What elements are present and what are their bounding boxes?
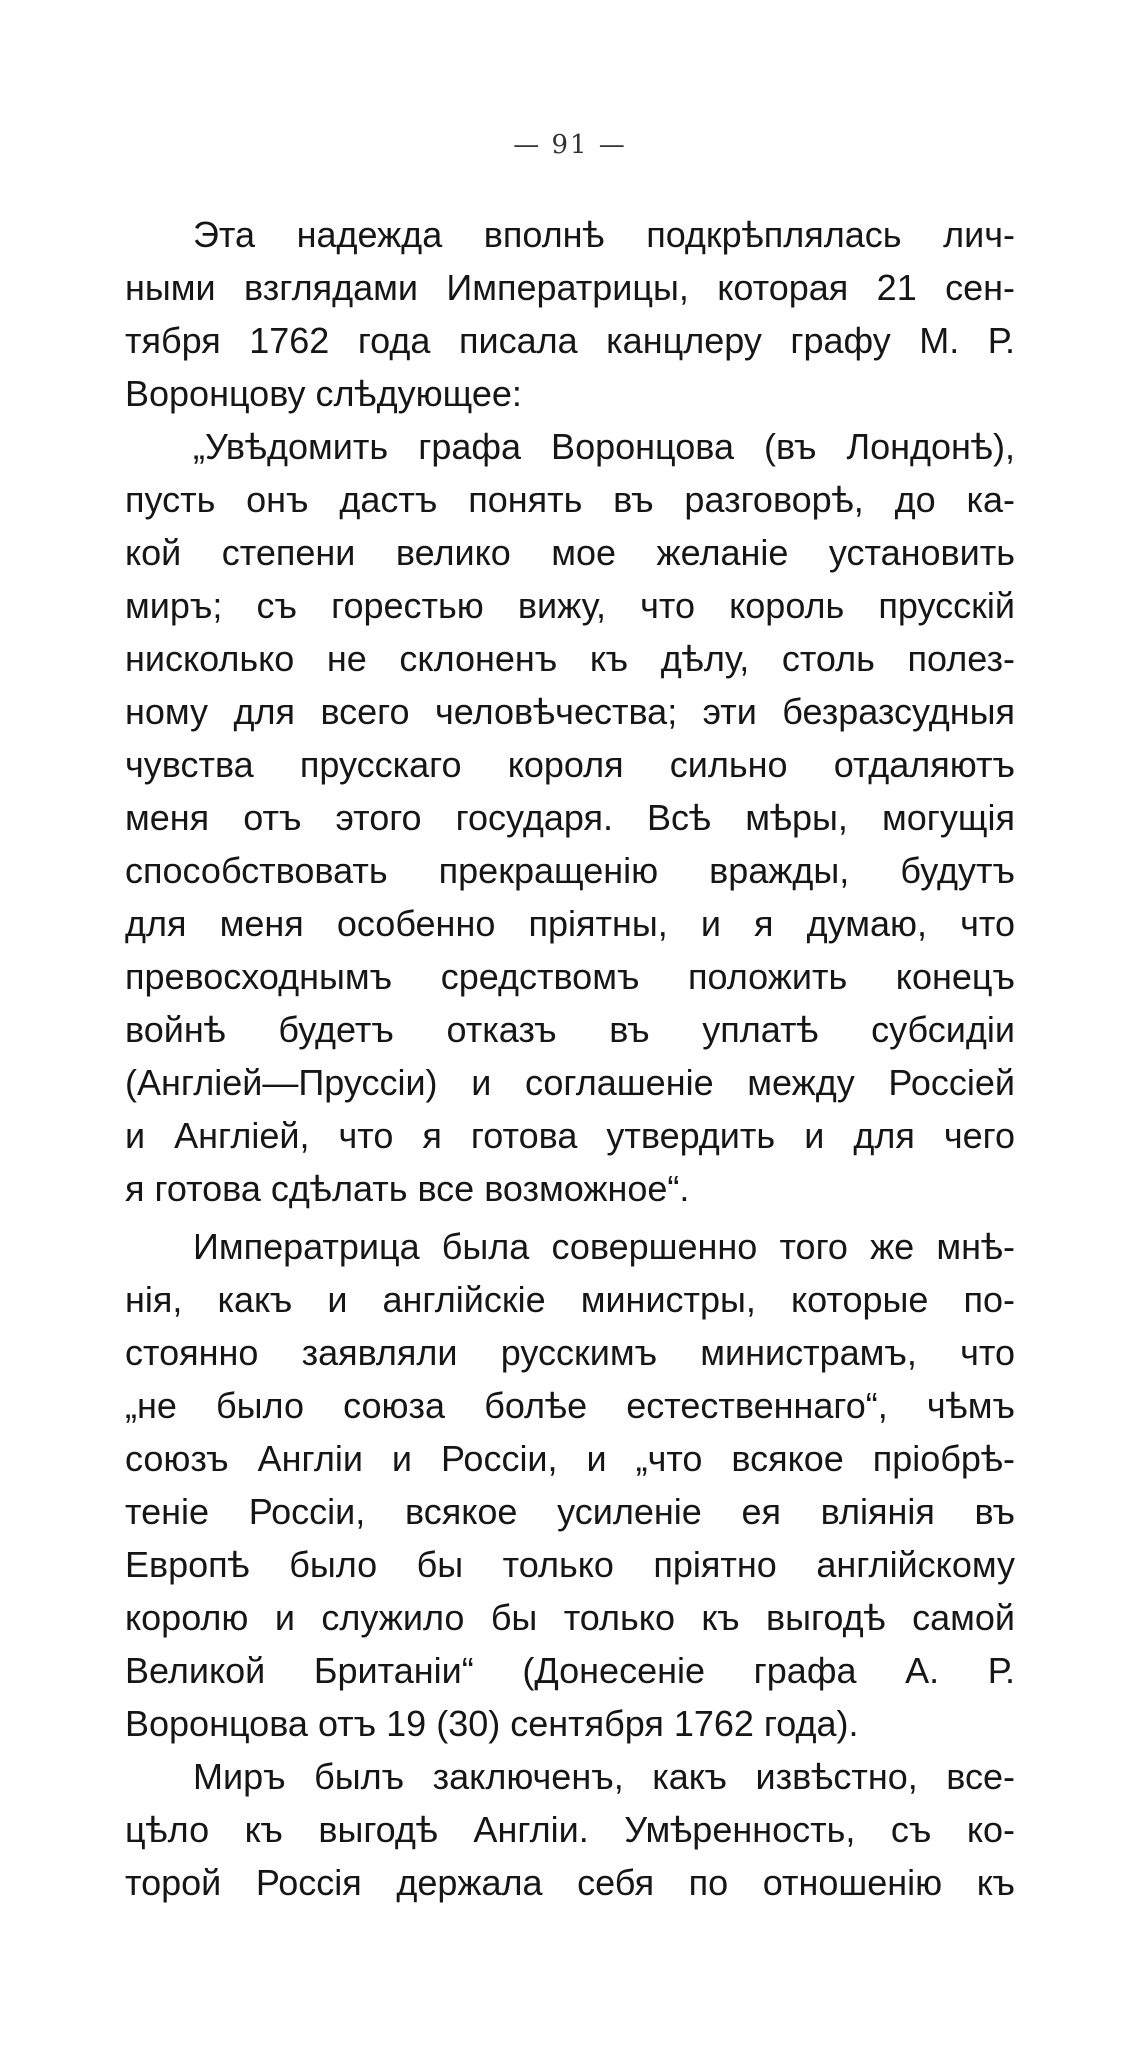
text-line: Воронцова отъ 19 (30) сентября 1762 года).: [125, 1703, 859, 1744]
text-line: способствовать прекращенію вражды, будутъ: [125, 850, 1015, 891]
text-line: Великой Британіи“ (Донесеніе графа А. Р.: [125, 1650, 1015, 1691]
text-line: Миръ былъ заключенъ, какъ извѣстно, все-: [193, 1756, 1015, 1797]
text-line: Эта надежда вполнѣ подкрѣплялась лич-: [193, 214, 1015, 255]
text-line: королю и служило бы только къ выгодѣ самой: [125, 1597, 1015, 1638]
text-line: войнѣ будетъ отказъ въ уплатѣ субсидіи: [125, 1009, 1015, 1050]
text-line: я готова сдѣлать все возможное“.: [125, 1168, 690, 1209]
text-line: пусть онъ дастъ понять въ разговорѣ, до ка-: [125, 479, 1015, 520]
text-line: Императрица была совершенно того же мнѣ-: [193, 1226, 1015, 1267]
text-line: чувства прусскаго короля сильно отдаляютъ: [125, 744, 1015, 785]
paragraph-4: [125, 1750, 1015, 1909]
paragraph-1: [125, 208, 1015, 420]
text-line: миръ; съ горестью вижу, что король прусскій: [125, 585, 1015, 626]
paragraph-3: [125, 1220, 1015, 1750]
text-line: и Англіей, что я готова утвердить и для чего: [125, 1115, 1015, 1156]
text-line: торой Россія держала себя по отношенію къ: [125, 1862, 1015, 1903]
text-line: меня отъ этого государя. Всѣ мѣры, могущія: [125, 797, 1015, 838]
text-line: для меня особенно пріятны, и я думаю, что: [125, 903, 1015, 944]
text-line: Европѣ было бы только пріятно англійскому: [125, 1544, 1015, 1585]
text-line: Воронцову слѣдующее:: [125, 373, 522, 414]
page-number: — 91 —: [513, 130, 627, 160]
text-line: нія, какъ и англійскіе министры, которые по-: [125, 1279, 1015, 1320]
text-line: союзъ Англіи и Россіи, и „что всякое пріобрѣ-: [125, 1438, 1015, 1479]
paragraph-2-quote: [125, 420, 1015, 1215]
text-line: (Англіей—Пруссіи) и соглашеніе между Россіей: [125, 1062, 1015, 1103]
text-line: тября 1762 года писала канцлеру графу М. Р.: [125, 320, 1015, 361]
text-line: цѣло къ выгодѣ Англіи. Умѣренность, съ ко-: [125, 1809, 1015, 1850]
text-line: теніе Россіи, всякое усиленіе ея вліянія въ: [125, 1491, 1015, 1532]
text-line: ному для всего человѣчества; эти безразсудныя: [125, 691, 1015, 732]
text-line: нисколько не склоненъ къ дѣлу, столь полез-: [125, 638, 1015, 679]
text-line: превосходнымъ средствомъ положить конецъ: [125, 956, 1015, 997]
text-line: „Увѣдомить графа Воронцова (въ Лондонѣ),: [193, 426, 1015, 467]
text-line: ными взглядами Императрицы, которая 21 сен-: [125, 267, 1015, 308]
text-line: „не было союза болѣе естественнаго“, чѣмъ: [125, 1385, 1015, 1426]
text-line: кой степени велико мое желаніе установить: [125, 532, 1015, 573]
text-line: стоянно заявляли русскимъ министрамъ, что: [125, 1332, 1015, 1373]
